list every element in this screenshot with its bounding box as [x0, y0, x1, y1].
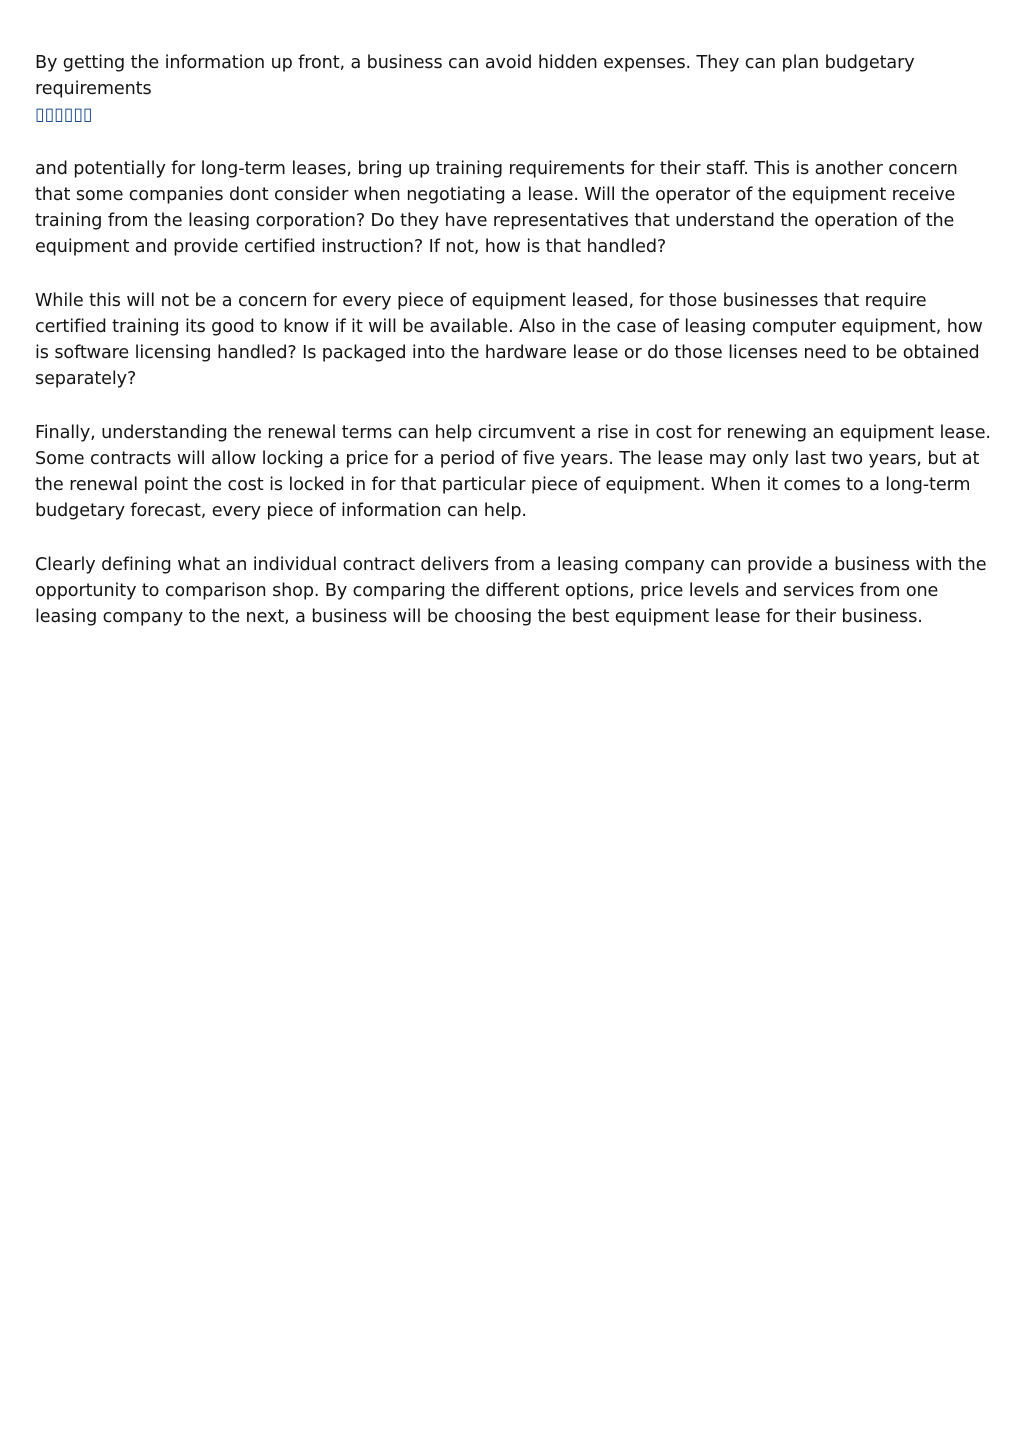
paragraph-training: and potentially for long-term leases, bring up training requirements for their staff. This is another concern that some companies dont consider when negotiating a lease. Will the operator of the equipment receive training from the leasing corporation? Do they have representatives that understand the operation of the equipment and provide certified instruction? If not, how is that handled?	[35, 159, 958, 257]
paragraph-certified-training: While this will not be a concern for every piece of equipment leased, for those businesses that require certified training its good to know if it will be available. Also in the case of leasing computer equipment, how is software licensing handled? Is packaged into the hardware lease or do those licenses need to be obtained separately?	[35, 291, 983, 389]
paragraph-renewal-terms: Finally, understanding the renewal terms can help circumvent a rise in cost for renewing an equipment lease. Some contracts will allow locking a price for a period of five years. The lease may only last two years, but at the renewal point the cost is locked in for that particular piece of equipment. When it comes to a long-term budgetary forecast, every piece of information can help.	[35, 423, 991, 521]
document-body	[35, 50, 995, 658]
inline-link[interactable]: ▯▯▯▯▯▯	[35, 105, 93, 125]
paragraph-comparison-shop: Clearly defining what an individual contract delivers from a leasing company can provide a business with the opportunity to comparison shop. By comparing the different options, price levels and services from one leasing company to the next, a business will be choosing the best equipment lease for their business.	[35, 555, 987, 627]
intro-paragraph	[35, 50, 995, 128]
intro-text: By getting the information up front, a business can avoid hidden expenses. They can plan budgetary requirements	[35, 53, 915, 99]
